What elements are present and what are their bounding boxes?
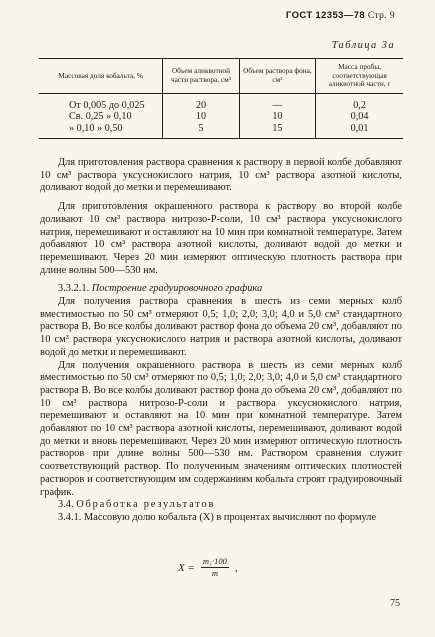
cell-background: —	[239, 93, 315, 111]
section-title: Построение градуировочного графика	[91, 283, 263, 295]
cobalt-table	[39, 58, 403, 139]
standard-number: 12353—78	[315, 10, 366, 21]
col-header-cobalt-fraction: Массовая доля кобальта, %	[39, 59, 163, 94]
table-row	[39, 93, 403, 111]
cell-background: 10	[239, 111, 315, 123]
body-text	[40, 157, 402, 525]
cell-aliquot: 5	[163, 123, 239, 139]
clause-341: 3.4.1. Массовую долю кобальта (X) в процентах вычисляют по формуле	[58, 511, 377, 523]
formula	[178, 556, 238, 579]
formula-numerator: m₁·100	[202, 556, 227, 566]
cell-mass: 0,2	[316, 93, 403, 111]
col-header-background-volume: Объем раствора фона, см³	[239, 59, 315, 94]
cell-mass: 0,01	[316, 123, 403, 139]
cell-range: От 0,005 до 0,025	[69, 99, 145, 111]
formula-denominator: m	[211, 568, 218, 578]
paragraph-calibration-colored: Для получения окрашенного раствора в шесть из семи мерных колб вместимостью по 50 см³ отмеряют по 0,5; 1,0; 2,0; 3,0; 4,0 и 5,0 см³ стандартного раствора В. Во все колбы доливают раствор фона до объема 20 см³, добавляют по 10 см³ раствора нитрозо-Р-соли и раствора уксуснокислого натрия, перемешивают и оставляют на 10 мин при комнатной температуре. Затем добавляют по 10 см³ раствора азотной кислоты, перемешивают, доливают водой до метки и вновь перемешивают. Через 20 мин измеряют оптическую плотность растворов при длине волны 500—530 нм. Раствором сравнения служит соответствующий раствор. По полученным значениям оптических плотностей растворов и соответствующим им содержаниям кобальта строят градуировочный график.	[40, 359, 402, 498]
cell-range: » 0,10 » 0,50	[39, 123, 163, 139]
formula-lhs: X =	[178, 561, 195, 574]
table-title: Таблица 3а	[331, 40, 395, 51]
section-number: 3.4.	[58, 499, 74, 511]
table-row	[39, 123, 403, 139]
section-number: 3.3.2.1.	[58, 283, 90, 295]
table-header-row	[39, 59, 403, 94]
formula-trail: ,	[234, 561, 238, 574]
cell-background: 15	[239, 123, 315, 139]
paragraph-reference-solution: Для приготовления раствора сравнения к раствору в первой колбе добавляют 10 см³ раствора уксуснокислого натрия, 10 см³ раствора азотной кислоты, доливают водой до метки и перемешивают.	[40, 157, 402, 194]
formula-fraction	[201, 556, 229, 579]
section-heading-3321	[40, 283, 402, 296]
page-number: 75	[390, 598, 400, 609]
paragraph-calibration-reference: Для получения раствора сравнения в шесть из семи мерных колб вместимостью по 50 см³ отмеряют 0,5; 1,0; 2,0; 3,0; 4,0 и 5,0 см³ стандартного раствора В. Во все колбы доливают раствор фона до объема 20 см³, добавляют по 10 см³ раствора уксуснокислого натрия и раствора азотной кислоты, доливают водой до метки и перемешивают.	[40, 296, 402, 358]
table-row	[39, 111, 403, 123]
standard-label: ГОСТ	[285, 10, 313, 21]
page-label: Стр. 9	[367, 11, 395, 21]
cell-range: Св. 0,25 » 0,10	[69, 111, 132, 123]
cell-aliquot: 10	[163, 111, 239, 123]
cell-aliquot: 20	[163, 93, 239, 111]
cell-mass: 0,04	[316, 111, 403, 123]
page-header	[286, 10, 395, 21]
col-header-aliquot-volume: Объем аликвотной части раствора, см³	[163, 59, 239, 94]
paragraph-colored-solution: Для приготовления окрашенного раствора к раствору во второй колбе доливают 10 см³ раствора нитрозо-Р-соли, 10 см³ раствора уксуснокислого натрия, перемешивают и оставляют на 10 мин при комнатной температуре. Затем добавляют 10 см³ раствора азотной кислоты, доливают водой до метки и перемешивают. Через 20 мин измеряют оптическую плотность раствора при длине волны 500—530 нм.	[40, 201, 402, 276]
section-title: Обработка результатов	[76, 499, 216, 511]
section-heading-34	[40, 499, 402, 512]
col-header-sample-mass: Масса пробы, соответствующая аликвотной части, г	[316, 59, 403, 94]
